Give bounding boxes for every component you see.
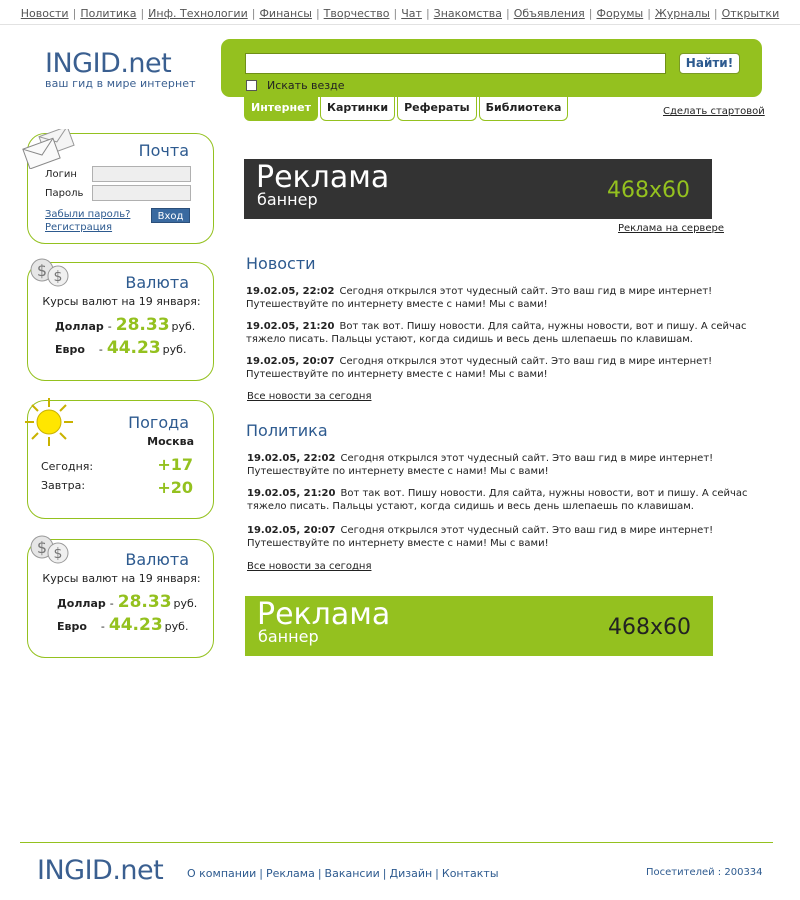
search-everywhere-label: Искать везде — [267, 79, 345, 92]
rate-unit: руб. — [173, 597, 198, 610]
banner-size-text: 468x60 — [607, 615, 691, 640]
currency-title: Валюта — [125, 273, 189, 292]
tomorrow-temperature: +20 — [157, 478, 193, 497]
news-item — [246, 355, 766, 381]
dollar-label: Доллар — [55, 320, 104, 333]
logo-title: INGID.net — [45, 48, 172, 79]
rate-dash: - — [100, 620, 105, 633]
rate-unit: руб. — [164, 620, 189, 633]
dollar-coins-icon — [30, 533, 70, 565]
topnav-link-creativity[interactable]: Творчество — [323, 7, 390, 20]
banner-size-text: 468x60 — [606, 178, 690, 203]
topnav-separator: | — [72, 7, 77, 20]
svg-text:$: $ — [36, 538, 48, 557]
mail-box — [27, 133, 214, 244]
search-everywhere-checkbox[interactable] — [246, 80, 257, 91]
login-label: Логин — [45, 169, 77, 180]
tab-internet[interactable]: Интернет — [244, 97, 318, 121]
tomorrow-label: Завтра: — [41, 479, 86, 492]
news-item — [247, 487, 767, 513]
topnav-separator: | — [315, 7, 320, 20]
topnav-link-politics[interactable]: Политика — [80, 7, 137, 20]
ad-on-server-link[interactable]: Реклама на сервере — [618, 223, 724, 234]
topnav-separator: | — [647, 7, 651, 20]
topnav-link-forums[interactable]: Форумы — [596, 7, 644, 20]
weather-box — [27, 400, 214, 519]
currency-box-2 — [27, 539, 214, 658]
logo-subtitle: ваш гид в мире интернет — [45, 77, 196, 90]
forgot-password-link[interactable]: Забыли пароль? — [45, 209, 131, 220]
site-logo[interactable] — [45, 50, 196, 89]
top-divider — [0, 24, 800, 25]
news-item — [246, 285, 766, 311]
tab-images[interactable]: Картинки — [320, 97, 395, 121]
euro-value: 44.23 — [106, 338, 161, 358]
topnav-separator: | — [506, 7, 510, 20]
topnav-separator: | — [713, 7, 718, 20]
all-news-link[interactable]: Все новости за сегодня — [247, 391, 372, 402]
news-text: Сегодня открылся этот чудесный сайт. Это ваш гид в мире интернет! Путешествуйте по интернету вместе с нами! Мы с вами! — [246, 286, 713, 310]
rate-dash: - — [107, 320, 112, 333]
svg-text:$: $ — [36, 261, 48, 280]
visitor-counter: Посетителей : 200334 — [646, 867, 763, 878]
make-homepage-link[interactable]: Сделать стартовой — [663, 106, 765, 117]
news-text: Сегодня открылся этот чудесный сайт. Это ваш гид в мире интернет! Путешествуйте по интернету вместе с нами! Мы с вами! — [246, 356, 713, 380]
weather-city: Москва — [147, 435, 194, 448]
envelope-icon — [22, 129, 82, 169]
footer-link-design[interactable]: Дизайн — [389, 867, 433, 880]
news-item — [247, 452, 767, 478]
news-item — [246, 320, 766, 346]
footer-links — [187, 867, 499, 880]
svg-text:$: $ — [53, 269, 63, 285]
password-label: Пароль — [45, 188, 84, 199]
rate-unit: руб. — [162, 343, 187, 356]
topnav-separator: | — [140, 7, 145, 20]
tab-essays[interactable]: Рефераты — [397, 97, 477, 121]
footer-link-contacts[interactable]: Контакты — [441, 867, 499, 880]
banner-main-text: Реклама — [256, 160, 390, 195]
top-nav — [0, 7, 800, 20]
topnav-separator: | — [425, 7, 430, 20]
banner-main-text: Реклама — [257, 597, 391, 632]
topnav-link-postcards[interactable]: Открытки — [721, 7, 780, 20]
news-date: 19.02.05, 21:20 — [246, 321, 335, 332]
currency-note: Курсы валют на 19 января: — [42, 572, 201, 585]
dollar-label: Доллар — [57, 597, 106, 610]
search-button[interactable]: Найти! — [679, 53, 740, 74]
mail-title: Почта — [138, 141, 189, 160]
topnav-link-ads[interactable]: Объявления — [513, 7, 585, 20]
news-text: Вот так вот. Пишу новости. Для сайта, нужны новости, вот и пишу. А сейчас тяжело писать. Пальцы устают, когда сидишь и весь день шлепаешь по клавишам. — [246, 321, 747, 345]
search-panel — [221, 39, 762, 97]
all-politics-link[interactable]: Все новости за сегодня — [247, 561, 372, 572]
footer-separator: | — [382, 867, 387, 880]
dollar-coins-icon — [30, 256, 70, 288]
banner-sub-text: баннер — [257, 190, 318, 209]
footer-separator: | — [317, 867, 322, 880]
news-date: 19.02.05, 20:07 — [246, 356, 335, 367]
banner-sub-text: баннер — [258, 627, 319, 646]
register-link[interactable]: Регистрация — [45, 222, 113, 233]
news-date: 19.02.05, 22:02 — [247, 453, 336, 464]
rate-dash: - — [98, 343, 103, 356]
news-date: 19.02.05, 22:02 — [246, 286, 335, 297]
news-text: Сегодня открылся этот чудесный сайт. Это ваш гид в мире интернет! Путешествуйте по интернету вместе с нами! Мы с вами! — [247, 453, 714, 477]
footer-logo[interactable]: INGID.net — [37, 855, 164, 886]
topnav-link-finance[interactable]: Финансы — [259, 7, 312, 20]
news-section-title: Новости — [246, 254, 316, 273]
footer-link-about[interactable]: О компании — [187, 867, 257, 880]
footer-link-jobs[interactable]: Вакансии — [324, 867, 380, 880]
euro-label: Евро — [57, 620, 87, 633]
euro-rate-row — [55, 338, 186, 358]
euro-label: Евро — [55, 343, 85, 356]
currency-note: Курсы валют на 19 января: — [42, 295, 201, 308]
dollar-value: 28.33 — [117, 592, 172, 612]
dollar-rate-row — [57, 592, 197, 612]
dollar-value: 28.33 — [115, 315, 170, 335]
topnav-link-chat[interactable]: Чат — [401, 7, 422, 20]
dollar-rate-row — [55, 315, 195, 335]
search-input[interactable] — [245, 53, 666, 74]
news-date: 19.02.05, 21:20 — [247, 488, 336, 499]
footer-link-ads[interactable]: Реклама — [265, 867, 315, 880]
topnav-link-journals[interactable]: Журналы — [654, 7, 710, 20]
sun-icon — [22, 395, 76, 449]
ad-banner-bottom[interactable] — [245, 596, 713, 656]
news-text: Сегодня открылся этот чудесный сайт. Это ваш гид в мире интернет! Путешествуйте по интернету вместе с нами! Мы с вами! — [247, 525, 714, 549]
topnav-separator: | — [251, 7, 256, 20]
euro-rate-row — [57, 615, 188, 635]
login-field[interactable] — [92, 166, 191, 182]
currency-box — [27, 262, 214, 381]
weather-title: Погода — [128, 413, 189, 432]
tab-library[interactable]: Библиотека — [479, 97, 569, 121]
rate-dash: - — [109, 597, 114, 610]
news-date: 19.02.05, 20:07 — [247, 525, 336, 536]
today-temperature: +17 — [157, 455, 193, 474]
topnav-separator: | — [393, 7, 398, 20]
topnav-separator: | — [588, 7, 593, 20]
today-label: Сегодня: — [41, 460, 94, 473]
footer-divider — [20, 842, 773, 843]
footer-separator: | — [435, 867, 439, 880]
ad-banner-top[interactable] — [244, 159, 712, 219]
topnav-link-it[interactable]: Инф. Технологии — [148, 7, 248, 20]
news-item — [247, 524, 767, 550]
login-button[interactable]: Вход — [151, 208, 190, 223]
search-tabs — [244, 97, 568, 121]
politics-section-title: Политика — [246, 421, 328, 440]
rate-unit: руб. — [171, 320, 196, 333]
news-text: Вот так вот. Пишу новости. Для сайта, нужны новости, вот и пишу. А сейчас тяжело писать. Пальцы устают, когда сидишь и весь день шлепаешь по клавишам. — [247, 488, 748, 512]
euro-value: 44.23 — [108, 615, 163, 635]
topnav-link-dating[interactable]: Знакомства — [433, 7, 502, 20]
topnav-link-news[interactable]: Новости — [20, 7, 69, 20]
currency-title: Валюта — [125, 550, 189, 569]
svg-text:$: $ — [53, 546, 63, 562]
footer-separator: | — [259, 867, 263, 880]
password-field[interactable] — [92, 185, 191, 201]
